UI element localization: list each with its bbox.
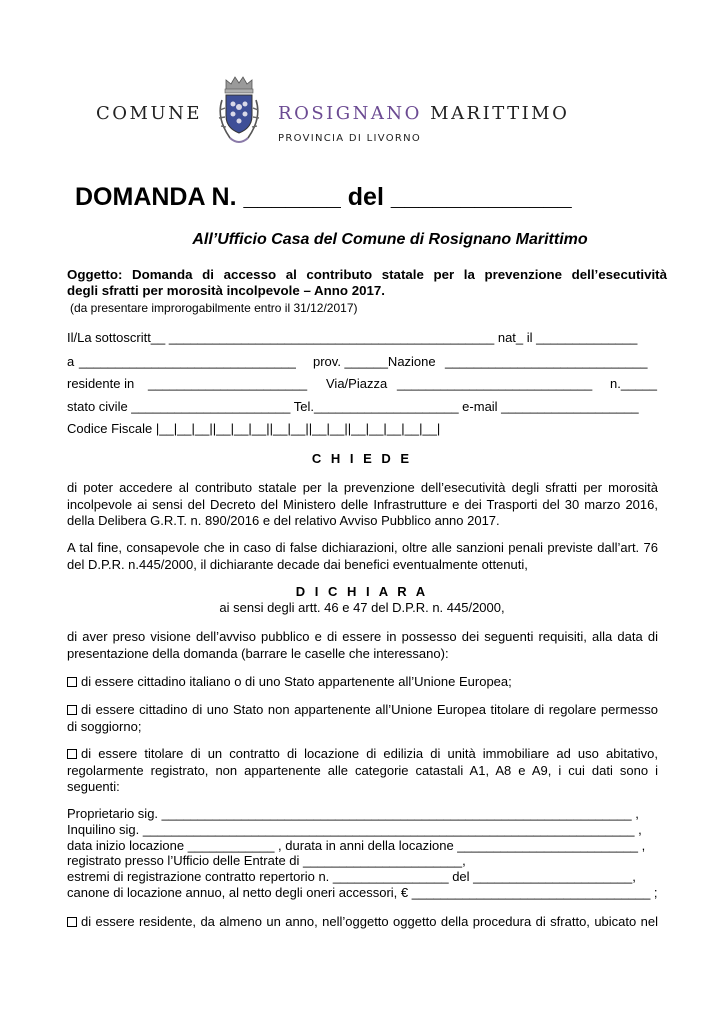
option-residente-anno[interactable]: [67, 914, 658, 931]
field-estremi[interactable]: estremi di registrazione contratto repertorio n. ________________ del ______________________,: [67, 869, 636, 885]
paragraph-chiede: [67, 480, 658, 530]
field-via-piazza[interactable]: ___________________________: [397, 376, 593, 391]
logo-header: [0, 76, 724, 156]
heading-chiede: C H I E D E: [311, 451, 413, 466]
checkbox-icon[interactable]: [67, 917, 77, 927]
field-stato-tel-email[interactable]: stato civile ______________________ Tel.____________________ e-mail ___________________: [67, 399, 639, 414]
field-sottoscritto[interactable]: Il/La sottoscritt__ _____________________________________________ nat_ il ______________: [67, 330, 638, 345]
field-numero-civico[interactable]: n._____: [610, 376, 657, 391]
chiede-line-1: di poter accedere al contributo statale per la prevenzione dell’esecutività degli sfratti per morosità: [67, 480, 658, 495]
office-recipient: [0, 231, 724, 249]
field-label-via: Via/Piazza: [326, 376, 388, 391]
logo-subtitle: PROVINCIA DI LIVORNO: [278, 133, 422, 144]
logo-text-rosignano: [278, 103, 569, 124]
heading-dichiara: D I C H I A R A: [295, 584, 429, 599]
field-provincia[interactable]: prov. ______Nazione: [313, 354, 436, 369]
checkbox-icon[interactable]: [67, 677, 77, 687]
logo-letter-r: R: [278, 103, 295, 124]
paragraph-dichiara-intro: [67, 629, 658, 662]
field-canone[interactable]: canone di locazione annuo, al netto degli oneri accessori, € _________________________________ ;: [67, 884, 658, 900]
logo-word-osignano: OSIGNANO: [294, 103, 431, 124]
logo-text-comune: COMUNE: [96, 103, 203, 124]
subject-block: [67, 267, 667, 299]
option-2-line-1: di essere cittadino di uno Stato non appartenente all’Unione Europea titolare di regolare permesso: [81, 702, 658, 717]
option-cittadino-ue[interactable]: [67, 674, 658, 691]
dichiara-intro-line-1: di aver preso visione dell’avviso pubblico e di essere in possesso dei seguenti requisiti, alla data di: [67, 629, 658, 644]
field-luogo-nascita[interactable]: ______________________________: [79, 354, 296, 369]
subject-line-2: degli sfratti per morosità incolpevole – Anno 2017.: [67, 283, 385, 298]
option-contratto-locazione[interactable]: [67, 746, 658, 796]
dichiara-subtitle: ai sensi degli artt. 46 e 47 del D.P.R. n. 445/2000,: [219, 600, 505, 615]
paragraph-a-tal-fine: [67, 540, 658, 573]
field-data-inizio[interactable]: data inizio locazione ____________ , durata in anni della locazione _________________________ ,: [67, 837, 646, 853]
logo-word-arittimo: ARITTIMO: [451, 103, 570, 124]
field-registrato[interactable]: registrato presso l’Ufficio delle Entrate di ______________________,: [67, 853, 466, 869]
chiede-line-2: incolpevole ai sensi del Decreto del Ministero delle Infrastrutture e dei Trasporti del 30 marzo 2016,: [67, 496, 658, 512]
subject-deadline-note: (da presentare improrogabilmente entro il 31/12/2017): [70, 301, 358, 315]
field-inquilino[interactable]: Inquilino sig. ____________________________________________________________________ ,: [67, 821, 642, 837]
field-label-residente: residente in: [67, 376, 135, 391]
document-title: DOMANDA N. _______ del _____________: [75, 183, 572, 211]
option-cittadino-extra-ue[interactable]: [67, 702, 658, 735]
option-1-text: di essere cittadino italiano o di uno Stato appartenente all’Unione Europea;: [81, 674, 512, 689]
option-3-line-3: seguenti:: [67, 779, 120, 794]
coat-of-arms-icon: [212, 76, 266, 152]
office-recipient-text: All’Ufficio Casa del Comune di Rosignano Marittimo: [192, 231, 588, 248]
field-nazione[interactable]: ____________________________: [445, 354, 648, 369]
subject-line-1: Oggetto: Domanda di accesso al contributo statale per la prevenzione dell’esecutività: [67, 267, 667, 282]
field-codice-fiscale[interactable]: Codice Fiscale |__|__|__||__|__|__||__|__||__|__||__|__|__|__|__|: [67, 421, 441, 436]
checkbox-icon[interactable]: [67, 749, 77, 759]
a-tal-fine-line-1: A tal fine, consapevole che in caso di false dichiarazioni, oltre alle sanzioni penali previste dall’art. 76: [67, 540, 658, 555]
contract-details[interactable]: [67, 806, 658, 901]
field-proprietario[interactable]: Proprietario sig. _________________________________________________________________ ,: [67, 806, 639, 821]
option-3-line-2: regolarmente registrato, non appartenente alle categorie catastali A1, A8 e A9, i cui dati sono i: [67, 762, 658, 778]
logo-letter-m: M: [430, 103, 452, 124]
chiede-line-3: della Delibera G.R.T. n. 890/2016 e del relativo Avviso Pubblico anno 2017.: [67, 513, 500, 528]
option-2-line-2: di soggiorno;: [67, 718, 142, 734]
field-residenza[interactable]: ______________________: [148, 376, 308, 391]
dichiara-intro-line-2: presentazione della domanda (barrare le caselle che interessano):: [67, 645, 449, 661]
field-label-a: a: [67, 354, 75, 369]
option-4-line-1: di essere residente, da almeno un anno, nell’oggetto oggetto della procedura di sfratto, ubicato nel: [81, 914, 658, 929]
a-tal-fine-line-2: del D.P.R. n.445/2000, il dichiarante decade dai benefici eventualmente ottenuti,: [67, 556, 528, 572]
checkbox-icon[interactable]: [67, 705, 77, 715]
option-3-line-1: di essere titolare di un contratto di locazione di edilizia di unità immobiliare ad uso abitativo,: [81, 746, 658, 761]
